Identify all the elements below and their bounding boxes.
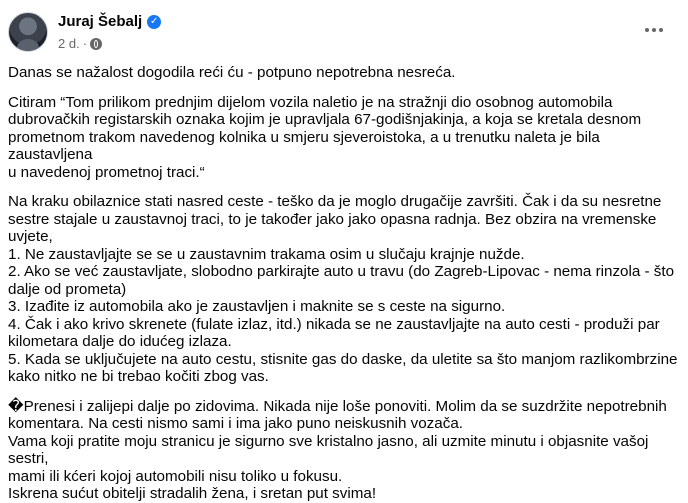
advice-line: sestre stajale u zaustavnoj traci, to je također jako jako opasna radnja. Bez obzira na vremenske uvjete, xyxy=(8,210,657,245)
dot-icon xyxy=(645,28,649,32)
closing-line: �Prenesi i zalijepi dalje po zidovima. Nikada nije loše ponoviti. Molim da se suzdržite nepotrebnih xyxy=(8,397,667,415)
closing-line: Vama koji pratite moju stranicu je sigurno sve kristalno jasno, ali uzmite minutu i objasnite vašoj sestri, xyxy=(8,432,649,467)
avatar[interactable] xyxy=(8,12,48,52)
advice-line: 2. Ako se već zaustavljate, slobodno parkirajte auto u travu (do Zagreb-Lipovac - nema rinzola - što xyxy=(8,263,675,280)
post-meta xyxy=(58,36,102,51)
advice-line: 3. Izađite iz automobila ako je zaustavljen i maknite se s ceste na sigurno. xyxy=(8,298,506,315)
post-header xyxy=(8,8,680,54)
post-body xyxy=(8,64,680,503)
author-row xyxy=(58,13,161,30)
advice-line: 4. Čak i ako krivo skrenete (fulate izlaz, itd.) nikada se ne zaustavljajte na auto cesti - produži par xyxy=(8,315,660,333)
meta-separator: · xyxy=(82,36,88,51)
advice-line: kako nitko ne bi trebao kočiti zbog vas. xyxy=(8,368,269,385)
quote-line: prometnom trakom navedenog kolnika u smjeru sjeveroistoka, a u trenutku naleta je bila zaustavljena xyxy=(8,128,600,163)
closing-line: Iskrena sućut obitelji stradalih žena, i sretan put svima! xyxy=(8,485,377,502)
advice-line: 1. Ne zaustavljajte se se u zaustavnim trakama osim u slučaju krajnje nužde. xyxy=(8,245,525,263)
closing-line: komentara. Na cesti nismo sami i ima jako puno neiskusnih vozača. xyxy=(8,415,463,432)
quote-line: Citiram “Tom prilikom prednjim dijelom vozila naletio je na stražnji dio osobnog automobila xyxy=(8,93,613,111)
post-intro: Danas se nažalost dogodila reći ću - potpuno nepotrebna nesreća. xyxy=(8,64,456,81)
quote-line: u navedenoj prometnoj traci.“ xyxy=(8,163,205,181)
verified-badge-icon: ✓ xyxy=(147,15,161,29)
advice-line: 5. Kada se uključujete na auto cestu, stisnite gas do daske, da uletite sa što manjom razlikombrzine xyxy=(8,350,678,368)
advice-line: kilometara dalje do idućeg izlaza. xyxy=(8,333,232,350)
post-timestamp[interactable]: 2 d. xyxy=(58,36,80,51)
globe-icon[interactable] xyxy=(90,38,102,50)
advice-line: Na kraku obilaznice stati nasred ceste - teško da je moglo drugačije završiti. Čak i da su nesretne xyxy=(8,193,662,210)
quote-line: dubrovačkih registarskih oznaka kojim je upravljala 67-godišnjakinja, a koja se kretala desnom xyxy=(8,111,642,128)
more-options-button[interactable] xyxy=(640,18,668,42)
advice-line: dalje od prometa) xyxy=(8,280,127,298)
dot-icon xyxy=(652,28,656,32)
dot-icon xyxy=(659,28,663,32)
closing-line: mami ili kćeri kojoj automobili nisu toliko u fokusu. xyxy=(8,467,343,485)
author-name[interactable]: Juraj Šebalj xyxy=(58,13,143,30)
